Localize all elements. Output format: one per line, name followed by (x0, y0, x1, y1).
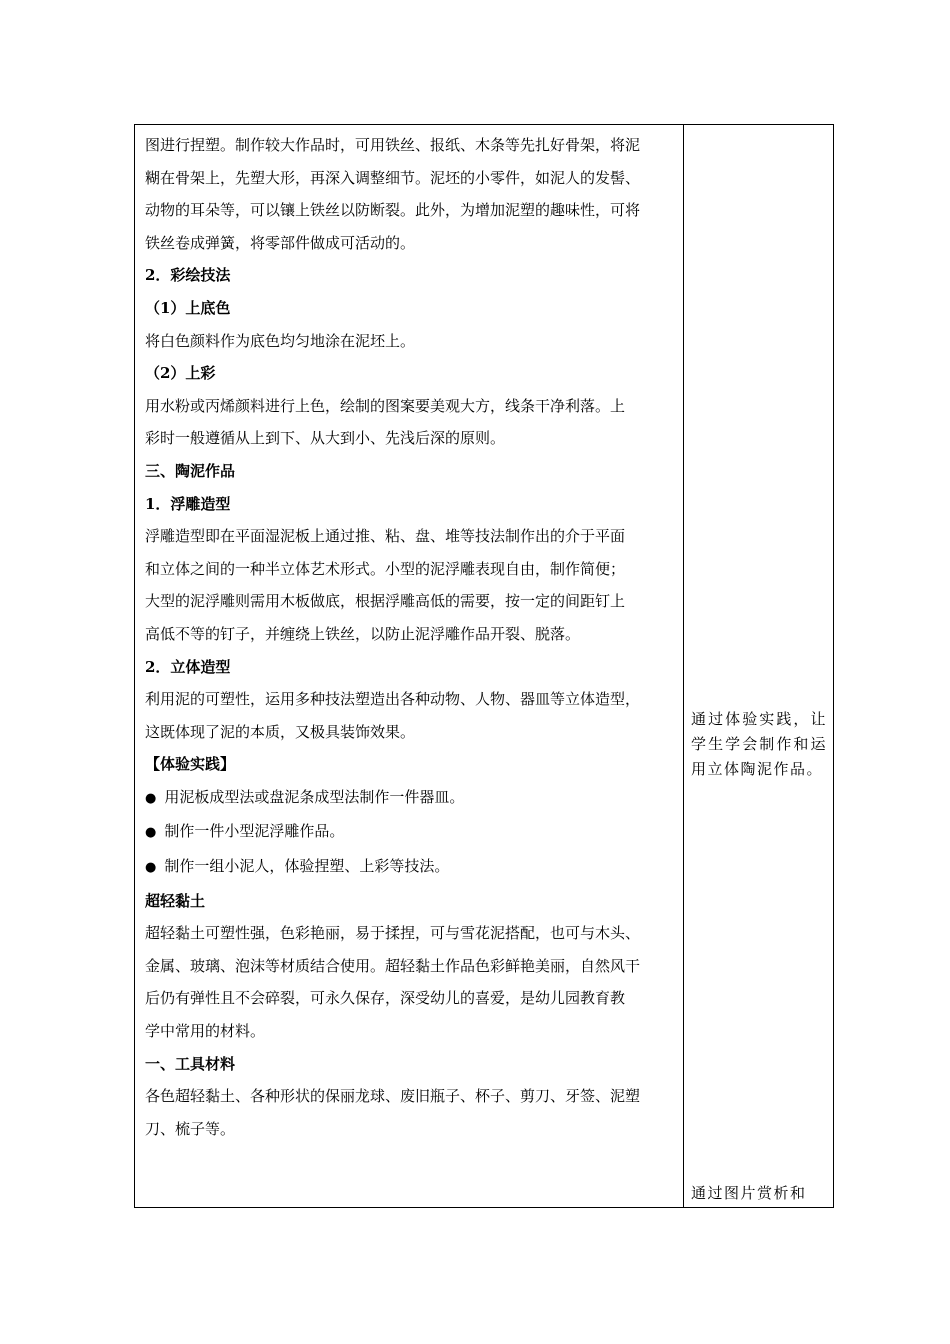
body-text-line (145, 1080, 679, 1113)
body-text-line (145, 917, 679, 950)
line-text: （2）上彩 (145, 364, 216, 383)
line-text: 将白色颜料作为底色均匀地涂在泥坯上。 (145, 331, 416, 350)
body-text-line (145, 325, 679, 358)
line-text: 三、陶泥作品 (145, 461, 236, 480)
section-heading (145, 748, 679, 781)
lesson-table (134, 124, 834, 1208)
section-heading (145, 292, 679, 325)
line-text: 彩时一般遵循从上到下、从大到小、先浅后深的原则。 (145, 429, 506, 448)
body-text-line (145, 683, 679, 716)
line-text: （1）上底色 (145, 298, 231, 317)
line-text: 浮雕造型即在平面湿泥板上通过推、粘、盘、堆等技法制作出的介于平面 (145, 527, 626, 546)
line-text: 用水粉或丙烯颜料进行上色，绘制的图案要美观大方，线条干净利落。上 (145, 396, 626, 415)
line-text: 这既体现了泥的本质，又极具装饰效果。 (145, 722, 416, 741)
body-text-line (145, 520, 679, 553)
bullet-icon: ● (145, 825, 157, 841)
body-text-line (145, 1113, 679, 1146)
line-text: 后仍有弹性且不会碎裂，可永久保存，深受幼儿的喜爱，是幼儿园教育教 (145, 989, 626, 1008)
line-text: 超轻黏土 (145, 891, 206, 910)
line-text: 糊在骨架上，先塑大形，再深入调整细节。泥坯的小零件，如泥人的发髻、 (145, 168, 641, 187)
line-text: 用泥板成型法或盘泥条成型法制作一件器皿。 (164, 787, 465, 806)
column-divider (683, 125, 684, 1207)
body-text-line (145, 162, 679, 195)
line-text: 1．浮雕造型 (145, 494, 231, 513)
section-heading (145, 1048, 679, 1081)
body-text-line (145, 422, 679, 455)
section-heading (145, 488, 679, 521)
body-text-line (145, 390, 679, 423)
section-heading (145, 357, 679, 390)
body-text-line (145, 553, 679, 586)
practice-list-item (145, 850, 679, 885)
line-text: 学中常用的材料。 (145, 1022, 266, 1041)
bullet-icon: ● (145, 860, 157, 876)
line-text: 制作一组小泥人，体验捏塑、上彩等技法。 (164, 857, 450, 876)
body-text-line (145, 129, 679, 162)
content-column (145, 129, 679, 1145)
body-text-line (145, 716, 679, 749)
side-note-appreciation: 通过图片赏析和 (691, 1184, 807, 1202)
practice-list-item (145, 815, 679, 850)
body-text-line (145, 227, 679, 260)
section-heading (145, 885, 679, 918)
line-text: 大型的泥浮雕则需用木板做底，根据浮雕高低的需要，按一定的间距钉上 (145, 592, 626, 611)
line-text: 2．立体造型 (145, 657, 231, 676)
line-text: 制作一件小型泥浮雕作品。 (164, 822, 345, 841)
line-text: 铁丝卷成弹簧，将零部件做成可活动的。 (145, 233, 416, 252)
line-text: 和立体之间的一种半立体艺术形式。小型的泥浮雕表现自由，制作简便； (145, 559, 626, 578)
line-text: 刀、梳子等。 (145, 1119, 236, 1138)
section-heading (145, 651, 679, 684)
line-text: 各色超轻黏土、各种形状的保丽龙球、废旧瓶子、杯子、剪刀、牙签、泥塑 (145, 1087, 641, 1106)
bullet-icon: ● (145, 790, 157, 806)
side-note-experience: 通过体验实践，让学生学会制作和运用立体陶泥作品。 (691, 710, 827, 778)
line-text: 利用泥的可塑性，运用多种技法塑造出各种动物、人物、器皿等立体造型， (145, 690, 641, 709)
body-text-line (145, 1015, 679, 1048)
body-text-line (145, 585, 679, 618)
line-text: 一、工具材料 (145, 1054, 236, 1073)
line-text: 图进行捏塑。制作较大作品时，可用铁丝、报纸、木条等先扎好骨架，将泥 (145, 136, 641, 154)
line-text: 2．彩绘技法 (145, 266, 231, 285)
line-text: 金属、玻璃、泡沫等材质结合使用。超轻黏土作品色彩鲜艳美丽，自然风干 (145, 956, 641, 975)
practice-list-item (145, 781, 679, 816)
line-text: 高低不等的钉子，并缠绕上铁丝，以防止泥浮雕作品开裂、脱落。 (145, 624, 581, 643)
body-text-line (145, 618, 679, 651)
line-text: 动物的耳朵等，可以镶上铁丝以防断裂。此外，为增加泥塑的趣味性，可将 (145, 201, 641, 220)
line-text: 【体验实践】 (145, 755, 236, 774)
body-text-line (145, 194, 679, 227)
section-heading (145, 455, 679, 488)
body-text-line (145, 950, 679, 983)
body-text-line (145, 982, 679, 1015)
section-heading (145, 259, 679, 292)
line-text: 超轻黏土可塑性强，色彩艳丽，易于揉捏，可与雪花泥搭配，也可与木头、 (145, 924, 641, 943)
